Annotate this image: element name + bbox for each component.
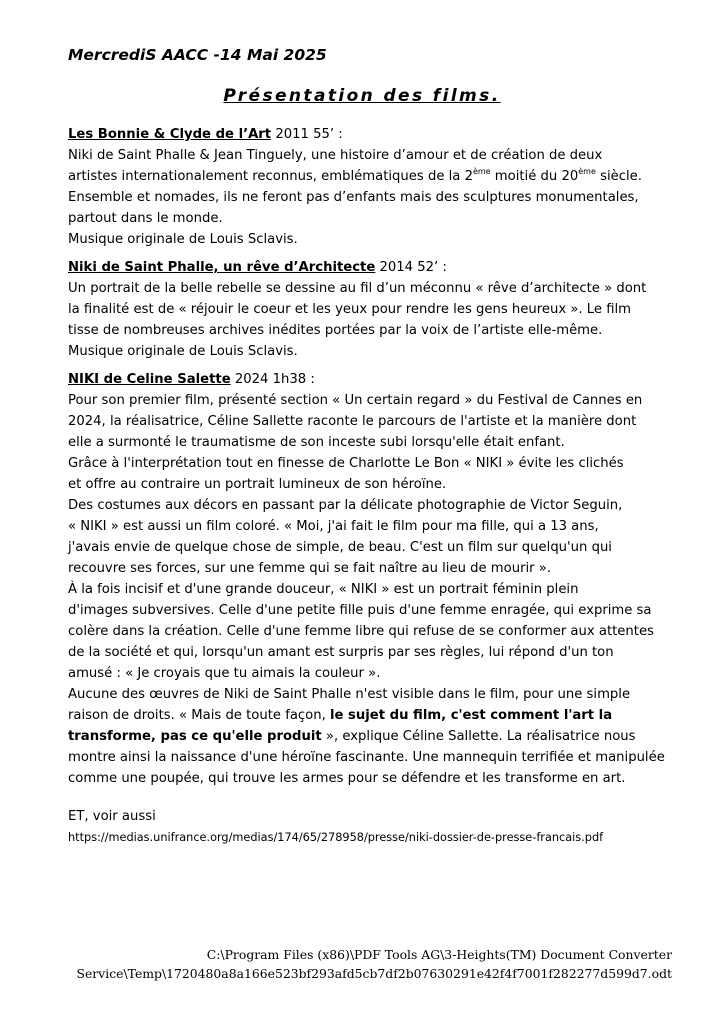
film-section xyxy=(68,124,668,250)
text-run: et offre au contraire un portrait lumineux de son héroïne. xyxy=(68,477,447,492)
text-run: comme une poupée, qui trouve les armes pour se défendre et les transforme en art. xyxy=(68,771,626,786)
text-run: Aucune des œuvres de Niki de Saint Phalle n'est visible dans le film, pour une simple xyxy=(68,687,631,702)
text-line xyxy=(68,705,668,726)
text-run: elle a surmonté le traumatisme de son inceste subi lorsqu'elle était enfant. xyxy=(68,435,565,450)
text-line xyxy=(68,558,668,579)
superscript-text: ème xyxy=(472,167,491,176)
see-also-section xyxy=(68,806,668,848)
text-line xyxy=(68,390,668,411)
film-description xyxy=(68,145,668,250)
text-run: Niki de Saint Phalle & Jean Tinguely, une histoire d’amour et de création de deux xyxy=(68,148,603,163)
text-line xyxy=(68,432,668,453)
text-run: moitié du 20 xyxy=(490,169,579,184)
film-description xyxy=(68,390,668,789)
text-line xyxy=(68,768,668,789)
text-run: montre ainsi la naissance d'une héroïne fascinante. Une mannequin terrifiée et manipulée xyxy=(68,750,665,765)
film-info: 2024 1h38 : xyxy=(234,372,315,387)
text-line xyxy=(68,145,668,166)
page-title: Présentation des films. xyxy=(223,86,501,106)
text-line xyxy=(68,663,668,684)
text-run: partout dans le monde. xyxy=(68,211,223,226)
text-run: amusé : « Je croyais que tu aimais la couleur ». xyxy=(68,666,381,681)
text-line xyxy=(68,747,668,768)
text-run: Un portrait de la belle rebelle se dessine au fil d’un méconnu « rêve d’architecte » dont xyxy=(68,281,647,296)
footer-path-line: C:\Program Files (x86)\PDF Tools AG\3-Heights(TM) Document Converter xyxy=(206,947,672,962)
text-line xyxy=(68,341,668,362)
text-run: tisse de nombreuses archives inédites portées par la voix de l’artiste elle-même. xyxy=(68,323,603,338)
footer-path-line: Service\Temp\1720480a8a166e523bf293afd5cb7df2b07630291e42f4f7001f282277d599d7.odt xyxy=(76,966,672,981)
film-title: NIKI de Celine Salette xyxy=(68,372,231,387)
text-line xyxy=(68,621,668,642)
text-line xyxy=(68,642,668,663)
text-run: Ensemble et nomades, ils ne feront pas d’enfants mais des sculptures monumentales, xyxy=(68,190,639,205)
text-line xyxy=(68,537,668,558)
text-line xyxy=(68,208,668,229)
film-title: Les Bonnie & Clyde de l’Art xyxy=(68,127,272,142)
film-title: Niki de Saint Phalle, un rêve d’Architecte xyxy=(68,260,376,275)
film-section xyxy=(68,257,668,362)
text-line xyxy=(68,299,668,320)
bold-text: transforme, pas ce qu'elle produit xyxy=(68,729,322,744)
text-run: raison de droits. « Mais de toute façon, xyxy=(68,708,330,723)
document-footer xyxy=(76,945,672,983)
film-info: 2014 52’ : xyxy=(379,260,447,275)
text-run: recouvre ses forces, sur une femme qui se fait naître au lieu de mourir ». xyxy=(68,561,552,576)
text-run: « NIKI » est aussi un film coloré. « Moi, j'ai fait le film pour ma fille, qui a 13 ans, xyxy=(68,519,599,534)
film-description xyxy=(68,278,668,362)
document-header: MercrediS AACC -14 Mai 2025 xyxy=(68,46,327,64)
text-run: Musique originale de Louis Sclavis. xyxy=(68,232,298,247)
bold-text: le sujet du film, c'est comment l'art la xyxy=(329,708,613,723)
text-line xyxy=(68,187,668,208)
text-line xyxy=(68,411,668,432)
text-run: siècle. xyxy=(595,169,642,184)
press-kit-link[interactable]: https://medias.unifrance.org/medias/174/65/278958/presse/niki-dossier-de-presse-francais.pdf xyxy=(68,831,604,844)
film-heading xyxy=(68,369,668,390)
text-line xyxy=(68,726,668,747)
superscript-text: ème xyxy=(578,167,596,176)
text-run: la finalité est de « réjouir le coeur et les yeux pour rendre les gens heureux ». Le film xyxy=(68,302,632,317)
text-run: artistes internationalement reconnus, emblématiques de la 2 xyxy=(68,169,473,184)
film-info: 2011 55’ : xyxy=(275,127,343,142)
film-heading xyxy=(68,257,668,278)
text-line xyxy=(68,579,668,600)
text-run: Grâce à l'interprétation tout en finesse de Charlotte Le Bon « NIKI » évite les clichés xyxy=(68,456,624,471)
text-line xyxy=(68,495,668,516)
text-run: colère dans la création. Celle d'une femme libre qui refuse de se conformer aux attentes xyxy=(68,624,654,639)
film-section xyxy=(68,369,668,789)
text-line xyxy=(68,516,668,537)
text-run: Des costumes aux décors en passant par la délicate photographie de Victor Seguin, xyxy=(68,498,623,513)
text-run: À la fois incisif et d'une grande douceur, « NIKI » est un portrait féminin plein xyxy=(68,582,579,597)
text-run: Pour son premier film, présenté section « Un certain regard » du Festival de Cannes en xyxy=(68,393,643,408)
text-line xyxy=(68,600,668,621)
text-run: d'images subversives. Celle d'une petite fille puis d'une femme enragée, qui exprime sa xyxy=(68,603,652,618)
text-line xyxy=(68,229,668,250)
text-line xyxy=(68,166,668,187)
text-run: j'avais envie de quelque chose de simple, de beau. C'est un film sur quelqu'un qui xyxy=(68,540,612,555)
film-heading xyxy=(68,124,668,145)
text-line xyxy=(68,684,668,705)
text-run: de la société et qui, lorsqu'un amant est surpris par ses règles, lui répond d'un ton xyxy=(68,645,614,660)
text-line xyxy=(68,474,668,495)
text-line xyxy=(68,278,668,299)
text-run: Musique originale de Louis Sclavis. xyxy=(68,344,298,359)
see-also-label: ET, voir aussi xyxy=(68,809,156,824)
text-run: 2024, la réalisatrice, Céline Sallette raconte le parcours de l'artiste et la manière dont xyxy=(68,414,637,429)
text-run: », explique Céline Sallette. La réalisatrice nous xyxy=(321,729,636,744)
text-line xyxy=(68,320,668,341)
document-body xyxy=(68,124,668,848)
text-line xyxy=(68,453,668,474)
